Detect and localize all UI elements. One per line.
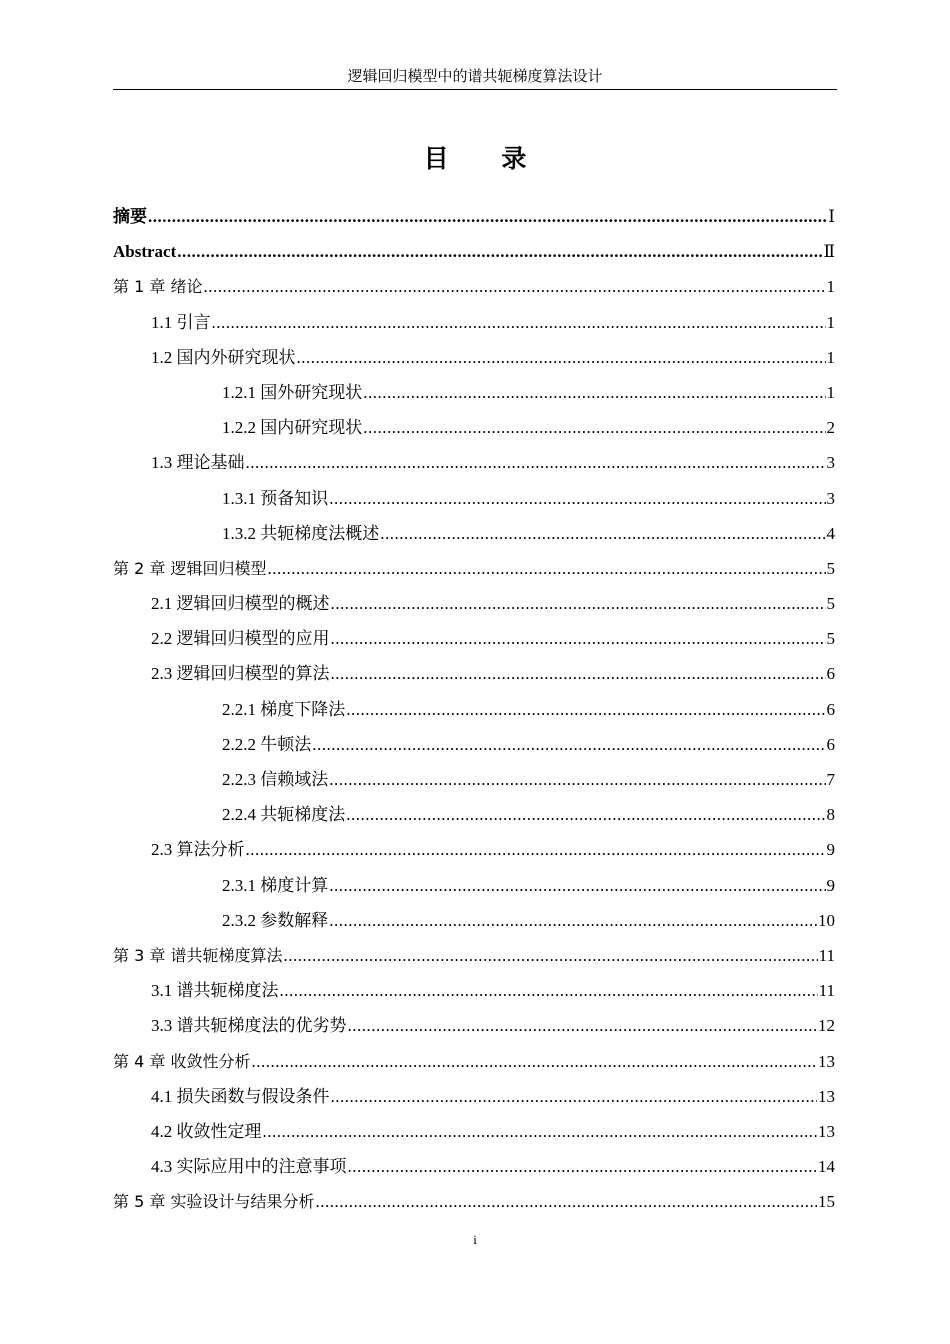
toc-entry-section[interactable] (113, 1008, 835, 1043)
toc-entry-front[interactable] (113, 199, 835, 234)
toc-entry-page: 3 (826, 453, 835, 473)
toc-entry-label: 2.3.1 梯度计算 (222, 875, 329, 895)
dot-leader (329, 868, 825, 903)
toc-entry-page: 1 (826, 277, 835, 297)
toc-entry-label: 1.2.2 国内研究现状 (222, 418, 363, 438)
toc-entry-subsection[interactable] (113, 762, 835, 797)
toc-entry-label: 1.1 引言 (151, 312, 211, 332)
toc-entry-label: 1.2.1 国外研究现状 (222, 382, 363, 402)
toc-entry-section[interactable] (113, 1149, 835, 1184)
toc-entry-page: 9 (826, 875, 835, 895)
toc-entry-label: Abstract (113, 242, 177, 262)
toc-entry-page: 1 (826, 312, 835, 332)
toc-entry-page: 5 (826, 594, 835, 614)
dot-leader (246, 832, 826, 867)
dot-leader (329, 903, 817, 938)
toc-entry-label: 2.2.2 牛顿法 (222, 734, 312, 754)
header-divider (113, 89, 837, 90)
toc-entry-subsection[interactable] (113, 692, 835, 727)
toc-entry-page: 1 (826, 347, 835, 367)
dot-leader (331, 656, 826, 691)
toc-entry-subsection[interactable] (113, 481, 835, 516)
toc-entry-page: 5 (826, 558, 835, 578)
toc-entry-page: 13 (818, 1086, 835, 1106)
dot-leader (148, 199, 827, 234)
toc-entry-label: 2.3 逻辑回归模型的算法 (151, 664, 330, 684)
dot-leader (203, 269, 825, 304)
toc-entry-label: 1.3 理论基础 (151, 453, 245, 473)
dot-leader (380, 516, 825, 551)
toc-entry-page: 6 (826, 664, 835, 684)
dot-leader (331, 621, 826, 656)
toc-entry-section[interactable] (113, 1079, 835, 1114)
toc-entry-section[interactable] (113, 305, 835, 340)
dot-leader (346, 797, 825, 832)
running-header: 逻辑回归模型中的谱共轭梯度算法设计 (347, 69, 603, 85)
toc-entry-page: Ⅱ (823, 242, 835, 262)
toc-entry-chapter[interactable] (113, 269, 835, 304)
toc-entry-chapter[interactable] (113, 938, 835, 973)
dot-leader (329, 762, 825, 797)
toc-entry-label: 第 1 章 绪论 (113, 277, 203, 297)
toc-entry-chapter[interactable] (113, 551, 835, 586)
table-of-contents (113, 199, 835, 1219)
toc-entry-subsection[interactable] (113, 727, 835, 762)
dot-leader (315, 1184, 817, 1219)
toc-entry-section[interactable] (113, 832, 835, 867)
dot-leader (280, 973, 818, 1008)
toc-entry-subsection[interactable] (113, 868, 835, 903)
toc-entry-page: 14 (818, 1157, 835, 1177)
dot-leader (331, 586, 826, 621)
dot-leader (331, 1079, 818, 1114)
toc-entry-label: 3.3 谱共轭梯度法的优劣势 (151, 1016, 347, 1036)
toc-entry-subsection[interactable] (113, 516, 835, 551)
toc-entry-section[interactable] (113, 340, 835, 375)
toc-entry-page: 3 (826, 488, 835, 508)
toc-entry-page: 5 (826, 629, 835, 649)
dot-leader (177, 234, 822, 269)
dot-leader (348, 1008, 818, 1043)
toc-entry-page: 4 (826, 523, 835, 543)
toc-entry-section[interactable] (113, 445, 835, 480)
toc-entry-page: 7 (826, 770, 835, 789)
toc-entry-page: 6 (826, 699, 835, 719)
dot-leader (329, 481, 825, 516)
toc-entry-label: 2.2.1 梯度下降法 (222, 699, 346, 719)
toc-entry-label: 第 5 章 实验设计与结果分析 (113, 1192, 315, 1212)
toc-entry-label: 1.3.2 共轭梯度法概述 (222, 523, 380, 543)
toc-entry-label: 第 3 章 谱共轭梯度算法 (113, 945, 283, 965)
dot-leader (312, 727, 825, 762)
dot-leader (212, 305, 826, 340)
toc-entry-label: 2.3 算法分析 (151, 840, 245, 860)
toc-entry-subsection[interactable] (113, 375, 835, 410)
toc-entry-subsection[interactable] (113, 410, 835, 445)
page-number: i (473, 1232, 477, 1247)
toc-entry-page: 13 (818, 1051, 835, 1071)
toc-entry-section[interactable] (113, 621, 835, 656)
dot-leader (346, 692, 825, 727)
toc-entry-front[interactable] (113, 234, 835, 269)
toc-entry-subsection[interactable] (113, 903, 835, 938)
toc-entry-label: 2.3.2 参数解释 (222, 910, 329, 930)
toc-entry-label: 第 2 章 逻辑回归模型 (113, 558, 267, 578)
toc-entry-subsection[interactable] (113, 797, 835, 832)
toc-entry-label: 2.2.4 共轭梯度法 (222, 805, 346, 825)
toc-entry-label: 第 4 章 收敛性分析 (113, 1051, 251, 1071)
dot-leader (263, 1114, 818, 1149)
toc-entry-section[interactable] (113, 656, 835, 691)
toc-entry-label: 4.3 实际应用中的注意事项 (151, 1157, 347, 1177)
toc-entry-page: 1 (826, 382, 835, 402)
dot-leader (251, 1044, 817, 1079)
toc-entry-label: 4.2 收敛性定理 (151, 1121, 262, 1141)
toc-entry-chapter[interactable] (113, 1184, 835, 1219)
dot-leader (267, 551, 825, 586)
dot-leader (363, 410, 825, 445)
toc-entry-page: 10 (818, 910, 835, 930)
toc-entry-page: Ⅰ (828, 207, 835, 226)
dot-leader (246, 445, 826, 480)
toc-entry-page: 6 (826, 734, 835, 754)
toc-title: 目 录 (423, 144, 549, 173)
toc-entry-page: 15 (818, 1192, 835, 1212)
dot-leader (297, 340, 826, 375)
toc-entry-page: 9 (826, 840, 835, 860)
dot-leader (283, 938, 817, 973)
toc-entry-label: 2.2.3 信赖域法 (222, 770, 329, 789)
dot-leader (363, 375, 825, 410)
toc-entry-page: 13 (818, 1121, 835, 1141)
toc-entry-label: 2.1 逻辑回归模型的概述 (151, 594, 330, 614)
toc-entry-label: 1.3.1 预备知识 (222, 488, 329, 508)
toc-entry-page: 8 (826, 805, 835, 825)
toc-entry-chapter[interactable] (113, 1044, 835, 1079)
toc-entry-label: 摘要 (113, 207, 147, 226)
toc-entry-label: 3.1 谱共轭梯度法 (151, 981, 279, 1001)
toc-entry-page: 11 (818, 945, 835, 965)
toc-entry-page: 12 (818, 1016, 835, 1036)
toc-entry-label: 1.2 国内外研究现状 (151, 347, 296, 367)
toc-entry-page: 11 (818, 981, 835, 1001)
toc-entry-section[interactable] (113, 973, 835, 1008)
toc-entry-section[interactable] (113, 1114, 835, 1149)
toc-entry-label: 2.2 逻辑回归模型的应用 (151, 629, 330, 649)
toc-entry-label: 4.1 损失函数与假设条件 (151, 1086, 330, 1106)
dot-leader (348, 1149, 818, 1184)
toc-entry-page: 2 (826, 418, 835, 438)
toc-entry-section[interactable] (113, 586, 835, 621)
